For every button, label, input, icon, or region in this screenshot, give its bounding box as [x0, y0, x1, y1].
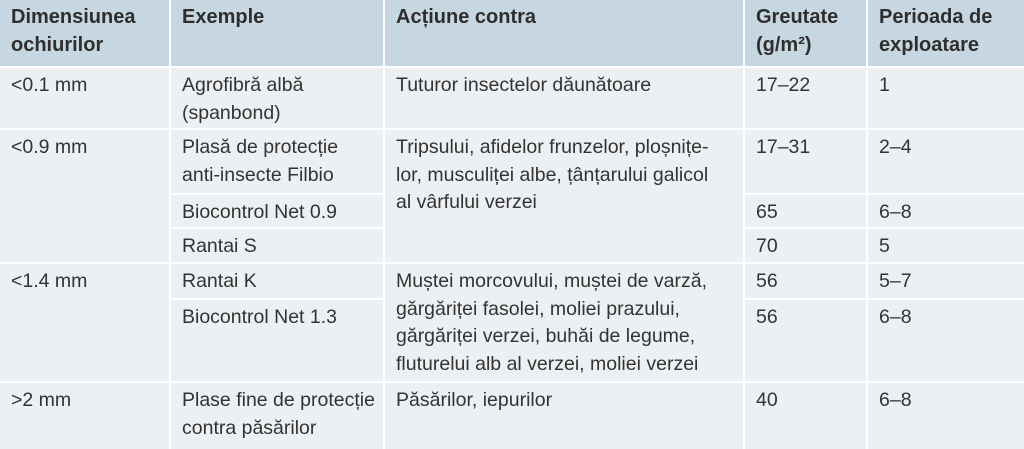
cell-text: contra păsărilor [182, 416, 317, 439]
cell-text: Biocontrol Net 1.3 [182, 306, 338, 328]
cell-period [868, 300, 1024, 381]
cell-example [171, 68, 383, 128]
cell-text: Agrofibră albă [182, 74, 304, 96]
cell-text: <1.4 mm [11, 270, 88, 292]
header-action [385, 0, 743, 66]
cell-weight [745, 130, 866, 193]
cell-period [868, 68, 1024, 128]
header-text: Dimensiunea [11, 6, 136, 28]
cell-text: (spanbond) [182, 101, 281, 124]
header-text: Acțiune contra [396, 6, 537, 28]
cell-text: 5–7 [879, 270, 912, 292]
cell-text: al vârfului verzei [396, 191, 537, 213]
cell-text: 6–8 [879, 389, 912, 411]
cell-example [171, 300, 383, 381]
cell-text: Tuturor insectelor dăunătoare [396, 74, 652, 96]
cell-weight [745, 264, 866, 298]
cell-text: Rantai K [182, 270, 257, 292]
cell-text: 17–31 [756, 136, 811, 158]
cell-text: Biocontrol Net 0.9 [182, 201, 338, 223]
cell-period [868, 383, 1024, 449]
cell-example [171, 264, 383, 298]
cell-action [385, 130, 743, 262]
header-period [868, 0, 1024, 66]
header-text: Perioada de [879, 6, 993, 28]
cell-text: <0.9 mm [11, 136, 88, 158]
cell-text: 56 [756, 270, 778, 292]
cell-text: 1 [879, 74, 890, 96]
cell-text: 17–22 [756, 74, 811, 96]
cell-mesh-size [0, 68, 169, 128]
cell-text: fluturelui alb al verzei, moliei verzei [396, 352, 699, 375]
cell-example [171, 195, 383, 227]
cell-text: <0.1 mm [11, 74, 88, 96]
cell-period [868, 130, 1024, 193]
cell-weight [745, 229, 866, 262]
header-text: exploatare [879, 33, 980, 56]
cell-period [868, 195, 1024, 227]
cell-weight [745, 300, 866, 381]
header-examples [171, 0, 383, 66]
cell-text: 6–8 [879, 306, 912, 328]
cell-weight [745, 383, 866, 449]
cell-action [385, 264, 743, 381]
cell-text: 2–4 [879, 136, 912, 158]
cell-text: Tripsului, afidelor frunzelor, ploșnițe- [396, 136, 709, 158]
header-text: ochiurilor [11, 33, 104, 56]
cell-text: Rantai S [182, 235, 257, 257]
cell-text: 56 [756, 306, 778, 328]
cell-text: gărgăriței fasolei, moliei prazului, [396, 297, 680, 320]
cell-example [171, 229, 383, 262]
cell-text: 5 [879, 235, 890, 257]
cell-mesh-size [0, 383, 169, 449]
cell-example [171, 383, 383, 449]
cell-text: 40 [756, 389, 778, 411]
header-mesh-size [0, 0, 169, 66]
cell-period [868, 229, 1024, 262]
cell-text: 6–8 [879, 201, 912, 223]
cell-mesh-size [0, 130, 169, 262]
header-text: Exemple [182, 6, 265, 28]
cell-weight [745, 68, 866, 128]
cell-text: Plasă de protecție [182, 136, 339, 158]
cell-mesh-size [0, 264, 169, 381]
cell-period [868, 264, 1024, 298]
cell-text: >2 mm [11, 389, 72, 411]
cell-text: Plase fine de protecție [182, 389, 375, 411]
cell-text: gărgăriței verzei, buhăi de legume, [396, 325, 696, 347]
header-text: (g/m²) [756, 33, 812, 56]
cell-text: Păsărilor, iepurilor [396, 389, 553, 411]
header-text: Greutate [756, 6, 839, 28]
cell-action [385, 68, 743, 128]
header-weight [745, 0, 866, 66]
cell-weight [745, 195, 866, 227]
cell-text: lor, musculiței albe, țânțarului galicol [396, 163, 709, 186]
cell-text: Muștei morcovului, muștei de varză, [396, 270, 708, 292]
cell-action [385, 383, 743, 449]
cell-text: 70 [756, 235, 778, 257]
cell-text: 65 [756, 201, 778, 223]
cell-text: anti-insecte Filbio [182, 163, 334, 186]
cell-example [171, 130, 383, 193]
